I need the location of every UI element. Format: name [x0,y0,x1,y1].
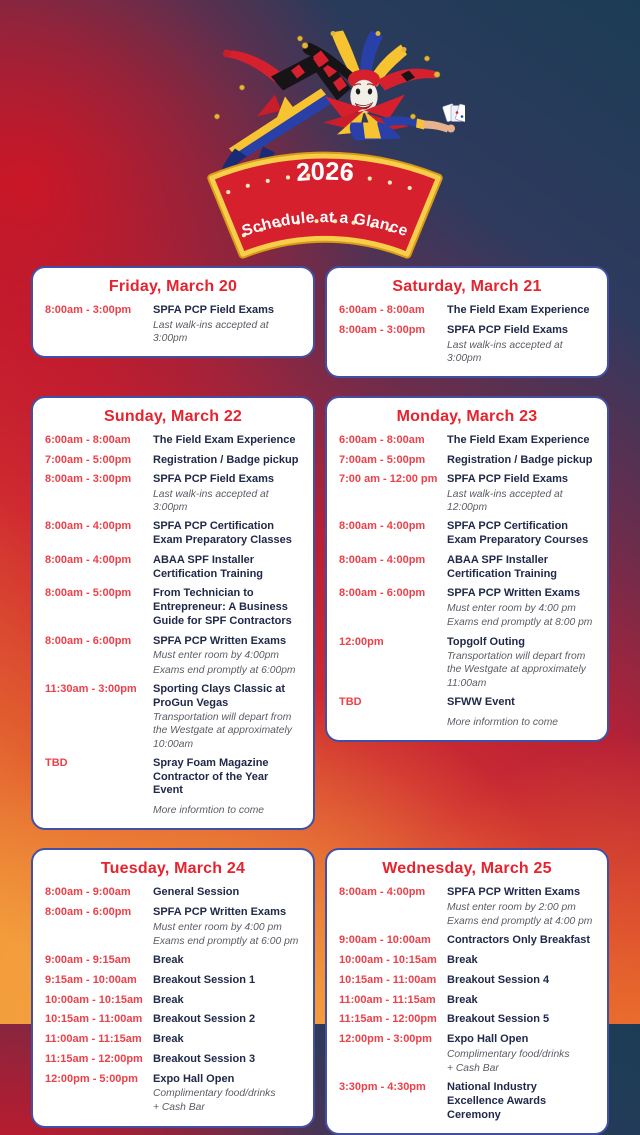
event-details [447,994,595,1008]
event-time: 7:00am - 5:00pm [339,453,426,466]
event-time: 10:15am - 11:00am [45,1013,143,1026]
event-title: Breakout Session 2 [153,1013,256,1026]
event-details [447,1013,595,1027]
event-time: 11:15am - 12:00pm [45,1052,143,1065]
event-details [153,906,301,948]
event-note: Exams end promptly at 6:00pm [153,664,296,676]
event-title: ABAA SPF Installer Certification Training [153,553,264,580]
event-time: 8:00am - 9:00am [45,886,131,899]
event-time: 8:00am - 4:00pm [339,886,426,899]
event-row [45,994,301,1008]
event-time: 8:00am - 4:00pm [45,520,132,533]
event-title: Registration / Badge pickup [153,453,299,466]
event-details [447,696,595,729]
event-note: Complimentary food/drinks [153,1088,276,1100]
event-details [447,554,595,582]
day-title: Saturday, March 21 [392,278,542,295]
event-row [45,635,301,677]
event-time: 8:00am - 4:00pm [45,553,132,566]
event-details [447,587,595,629]
event-title: Expo Hall Open [153,1072,235,1085]
event-title: SPFA PCP Field Exams [447,473,569,486]
event-note: Must enter room by 2:00 pm [447,901,576,913]
event-row [45,683,301,751]
event-title: From Technician to Entrepreneur: A Business Guide for SPF Contractors [153,587,292,627]
event-row [339,886,595,928]
event-note: Exams end promptly at 8:00 pm [447,617,593,629]
event-time: 12:00pm - 5:00pm [45,1072,138,1085]
event-row [45,1073,301,1115]
event-row [45,304,301,345]
header [0,0,640,258]
event-details [153,1013,301,1027]
event-details [153,473,301,514]
event-time: TBD [339,695,362,708]
event-row [339,994,595,1008]
event-row [45,473,301,514]
event-note: Transportation will depart from the Westgate at approximately 11:00am [447,651,586,689]
event-time: 6:00am - 8:00am [339,433,425,446]
event-row [339,304,595,318]
event-time: 9:00am - 10:00am [339,934,431,947]
day-card [325,266,609,378]
event-note: Exams end promptly at 4:00 pm [447,916,593,928]
event-row [339,974,595,988]
event-title: Sporting Clays Classic at ProGun Vegas [153,682,286,709]
event-title: Spray Foam Magazine Contractor of the Year Event [153,756,269,797]
event-title: Breakout Session 4 [447,973,550,986]
event-title: SPFA PCP Certification Exam Preparatory Classes [153,520,292,547]
event-time: 7:00am - 5:00pm [45,453,132,466]
event-details [153,974,301,988]
event-row [45,554,301,582]
event-title: Expo Hall Open [447,1033,529,1046]
event-title: ABAA SPF Installer Certification Training [447,553,558,580]
event-note: Transportation will depart from the Westgate at approximately 10:00am [153,712,292,750]
event-row [339,636,595,690]
event-title: Breakout Session 3 [153,1052,256,1065]
event-details [153,635,301,677]
event-time: 10:00am - 10:15am [339,954,437,967]
event-title: General Session [153,886,240,899]
event-row [339,473,595,514]
event-title: Break [447,993,478,1006]
event-details [153,954,301,968]
event-details [153,434,301,448]
event-details [153,757,301,817]
event-title: SFWW Event [447,695,515,708]
event-list [339,434,595,729]
event-note: Last walk-ins accepted at 3:00pm [447,339,563,364]
event-time: 8:00am - 5:00pm [45,587,132,600]
event-row [339,587,595,629]
event-title: National Industry Excellence Awards Ceremony [447,1081,547,1121]
event-time: 7:00 am - 12:00 pm [339,473,438,486]
event-time: 8:00am - 6:00pm [45,905,132,918]
event-time: 8:00am - 3:00pm [45,304,132,316]
event-time: 6:00am - 8:00am [45,433,131,446]
event-title: Break [153,954,184,967]
event-time: 11:00am - 11:15am [45,1033,142,1046]
event-time: 3:30pm - 4:30pm [339,1081,426,1094]
event-list [45,304,301,345]
event-title: Registration / Badge pickup [447,453,593,466]
event-time: 8:00am - 4:00pm [339,520,426,533]
event-details [447,454,595,468]
day-title: Sunday, March 22 [103,407,243,425]
event-time: 8:00am - 4:00pm [339,553,426,566]
event-title: Breakout Session 5 [447,1013,550,1026]
event-row [45,974,301,988]
event-time: 10:15am - 11:00am [339,973,437,986]
event-time: 8:00am - 6:00pm [45,634,132,647]
event-list [339,886,595,1122]
event-row [45,886,301,900]
event-time: TBD [45,756,68,769]
event-title: SPFA PCP Field Exams [153,304,275,316]
sign-year: 2026 [295,157,355,188]
event-note: + Cash Bar [447,1062,499,1074]
event-time: 9:00am - 9:15am [45,954,131,967]
event-title: Topgolf Outing [447,635,525,648]
event-row [339,954,595,968]
marquee-sign [198,136,452,263]
event-time: 11:30am - 3:00pm [45,682,137,695]
day-title: Tuesday, March 24 [100,860,246,878]
event-row [45,1013,301,1027]
event-row [339,434,595,448]
event-details [153,1073,301,1115]
event-details [153,554,301,582]
day-title: Wednesday, March 25 [382,860,552,878]
event-details [447,473,595,514]
event-details [153,886,301,900]
day-card [31,266,315,358]
event-row [339,554,595,582]
event-title: Break [153,1033,184,1046]
event-list [45,886,301,1114]
schedule-grid [0,258,640,1135]
event-time: 11:00am - 11:15am [339,993,436,1006]
event-details [153,304,301,345]
event-row [45,1053,301,1067]
event-note: Must enter room by 4:00 pm [447,603,576,615]
event-title: SPFA PCP Certification Exam Preparatory Courses [447,520,589,547]
event-row [45,757,301,817]
event-title: Breakout Session 1 [153,973,256,986]
event-details [153,1053,301,1067]
event-details [153,994,301,1008]
event-title: Contractors Only Breakfast [447,934,591,947]
event-details [447,886,595,928]
event-row [339,324,595,365]
day-card [31,396,315,830]
event-time: 10:00am - 10:15am [45,993,143,1006]
event-row [339,1033,595,1075]
event-time: 12:00pm - 3:00pm [339,1033,432,1046]
day-card [31,848,315,1127]
event-details [153,520,301,548]
event-time: 8:00am - 6:00pm [339,587,426,600]
event-row [339,934,595,948]
event-row [45,434,301,448]
event-row [45,520,301,548]
event-list [339,304,595,365]
event-title: SPFA PCP Written Exams [447,587,581,600]
event-row [45,1033,301,1047]
day-card [325,848,609,1135]
event-time: 8:00am - 3:00pm [45,473,132,486]
event-details [153,683,301,751]
day-card [325,396,609,742]
event-row [339,520,595,548]
event-details [447,324,595,365]
event-note: Must enter room by 4:00pm [153,650,279,662]
event-details [153,454,301,468]
event-details [447,304,595,318]
event-row [339,696,595,729]
event-time: 6:00am - 8:00am [339,304,425,316]
event-note: Complimentary food/drinks [447,1048,570,1060]
event-time: 8:00am - 3:00pm [339,323,426,336]
event-title: SPFA PCP Field Exams [153,473,275,486]
event-title: SPFA PCP Written Exams [153,905,287,918]
event-note: Last walk-ins accepted at 3:00pm [153,489,269,514]
event-row [45,906,301,948]
day-title: Monday, March 23 [396,407,538,425]
event-details [447,954,595,968]
event-details [447,1033,595,1075]
event-title: SPFA PCP Written Exams [447,886,581,899]
event-title: The Field Exam Experience [447,304,590,316]
event-note: Last walk-ins accepted at 12:00pm [447,489,563,514]
event-details [447,974,595,988]
day-title: Friday, March 20 [108,278,238,295]
event-title: SPFA PCP Field Exams [447,323,569,336]
event-row [45,954,301,968]
event-title: The Field Exam Experience [153,433,296,446]
event-title: Break [447,954,478,967]
event-row [339,454,595,468]
event-title: Break [153,993,184,1006]
event-note: Exams end promptly at 6:00 pm [153,935,299,947]
event-title: The Field Exam Experience [447,433,590,446]
event-note: + Cash Bar [153,1102,205,1114]
event-details [153,587,301,628]
event-row [45,454,301,468]
event-note: Must enter room by 4:00 pm [153,921,282,933]
event-details [447,434,595,448]
sign-title: Schedule at a Glance [239,209,411,241]
event-note: More informtion to come [153,805,265,817]
event-details [153,1033,301,1047]
event-row [339,1013,595,1027]
event-row [45,587,301,628]
event-details [447,636,595,690]
event-details [447,1081,595,1122]
event-note: Last walk-ins accepted at 3:00pm [153,319,269,344]
event-time: 12:00pm [339,635,384,648]
event-title: SPFA PCP Written Exams [153,634,287,647]
event-time: 9:15am - 10:00am [45,973,137,986]
event-details [447,934,595,948]
event-note: More informtion to come [447,716,559,728]
event-list [45,434,301,817]
event-time: 11:15am - 12:00pm [339,1013,437,1026]
event-row [339,1081,595,1122]
event-details [447,520,595,548]
